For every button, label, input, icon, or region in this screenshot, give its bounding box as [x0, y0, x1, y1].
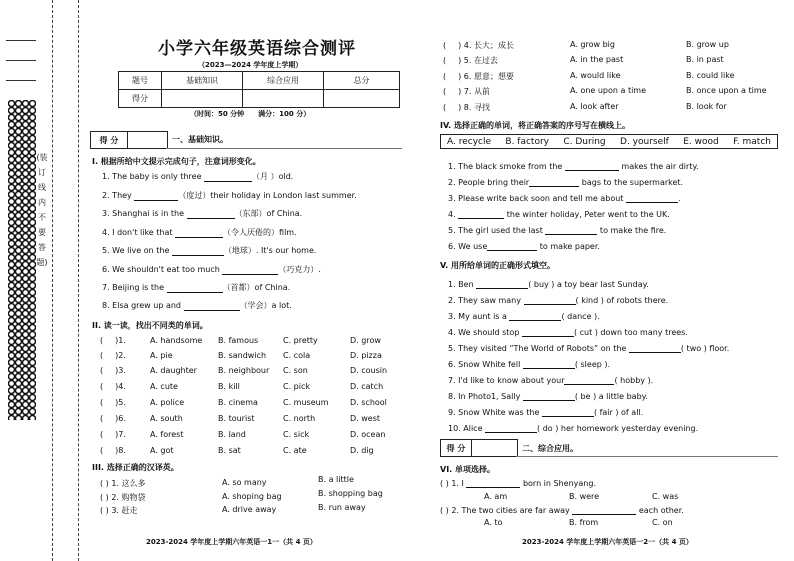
list-item: ( )3. [100, 366, 126, 375]
fill-item: 10. Alice ( do ) her homework yesterday evening. [448, 424, 699, 433]
option: A. pie [150, 351, 173, 360]
fill-item: 5. We live on the （地球）. It's our home. [102, 246, 317, 255]
answer-blank[interactable] [103, 446, 115, 455]
part2-title: 二、综合应用。 [522, 444, 578, 453]
fill-item: 1. The black smoke from the makes the air dirty. [448, 162, 699, 171]
page-footer: 2023-2024 学年度上学期六年英语一1一（共 4 页） [146, 538, 317, 546]
option: B. grow up [686, 40, 729, 49]
answer-blank[interactable] [509, 311, 561, 321]
answer-blank[interactable] [629, 343, 681, 353]
option: A. cute [150, 382, 178, 391]
fill-item: 3. Shanghai is in the （东部）of China. [102, 209, 303, 218]
answer-blank[interactable] [187, 209, 235, 219]
fill-item: 3. Please write back soon and tell me about . [448, 194, 681, 203]
option: B. sat [218, 446, 241, 455]
answer-blank[interactable] [524, 295, 576, 305]
fill-item: 4. We should stop ( cut ) down too many trees. [448, 328, 688, 337]
answer-blank[interactable] [134, 191, 178, 201]
answer-blank[interactable] [458, 209, 504, 219]
list-item: ( ) 1. 这么多 [100, 479, 146, 488]
list-item: ( )8. [100, 446, 126, 455]
fill-item: 6. We use to make paper. [448, 242, 600, 251]
option: C. was [652, 492, 679, 501]
score-box-blank[interactable] [128, 132, 167, 148]
answer-blank[interactable] [175, 228, 223, 238]
page-title: 小学六年级英语综合测评 [158, 39, 356, 59]
option: B. a little [318, 475, 354, 484]
score-cell: 基础知识 [162, 72, 243, 90]
binding-holes [8, 100, 36, 420]
score-box-label: 得 分 [91, 132, 128, 148]
answer-blank[interactable] [523, 391, 575, 401]
section-title: IV. 选择正确的单词，将正确答案的序号写在横线上。 [440, 121, 630, 130]
option: B. once upon a time [686, 86, 767, 95]
answer-blank[interactable] [103, 414, 115, 423]
fill-item: 8. In Photo1, Sally ( be ) a little baby. [448, 392, 648, 401]
option: C. pick [283, 382, 311, 391]
option: A. grow big [570, 40, 615, 49]
mc-question: ( ) 2. The two cities are far away each other. [440, 506, 684, 515]
list-item: ( ) 6. 愿意；想要 [443, 72, 514, 81]
option: A. forest [150, 430, 184, 439]
option: D. cousin [350, 366, 388, 375]
fill-item: 1. The baby is only three （月 ）old. [102, 172, 294, 181]
option: C. sick [283, 430, 310, 439]
option: D. grow [350, 336, 381, 345]
fill-item: 2. They （度过）their holiday in London last summer. [102, 191, 357, 200]
answer-blank[interactable] [565, 161, 619, 171]
fill-item: 6. We shouldn't eat too much （巧克力）. [102, 265, 321, 274]
option: A. south [150, 414, 183, 423]
option: B. famous [218, 336, 259, 345]
answer-blank[interactable] [564, 375, 614, 385]
fill-item: 2. People bring their bags to the supermarket. [448, 178, 684, 187]
score-box [440, 439, 518, 457]
answer-blank[interactable] [542, 407, 594, 417]
score-cell: 题号 [119, 72, 162, 90]
page-subtitle: （2023—2024 学年度上学期） [198, 61, 303, 69]
option: B. look for [686, 102, 727, 111]
word-option: D. yourself [620, 136, 669, 147]
option: A. shoping bag [222, 492, 282, 501]
word-option: A. recycle [447, 136, 492, 147]
list-item: ( ) 3. 赶走 [100, 506, 138, 515]
score-table [118, 71, 400, 108]
section-title: V. 用所给单词的正确形式填空。 [440, 261, 555, 270]
answer-blank[interactable] [522, 327, 574, 337]
option: C. cola [283, 351, 311, 360]
answer-blank[interactable] [103, 366, 115, 375]
mc-question: ( ) 1. I born in Shenyang. [440, 479, 596, 488]
option: B. land [218, 430, 246, 439]
option: B. kill [218, 382, 240, 391]
margin-line [6, 60, 36, 61]
score-box [90, 131, 168, 149]
dashed-binding-line [78, 0, 79, 561]
answer-blank[interactable] [204, 172, 252, 182]
option: A. handsome [150, 336, 203, 345]
fill-item: 4. the winter holiday, Peter went to the UK. [448, 210, 670, 219]
fill-item: 3. My aunt is a ( dance ). [448, 312, 600, 321]
score-cell[interactable] [243, 90, 324, 108]
option: D. pizza [350, 351, 382, 360]
score-cell[interactable] [324, 90, 400, 108]
list-item: ( ) 5. 在过去 [443, 56, 498, 65]
fill-item: 5. They visited “The World of Robots” on the ( two ) floor. [448, 344, 730, 353]
answer-blank[interactable] [626, 193, 678, 203]
score-box-label: 得 分 [441, 440, 472, 456]
answer-blank[interactable] [572, 505, 636, 515]
fill-item: 5. The girl used the last to make the fire. [448, 226, 667, 235]
list-item: ( )2. [100, 351, 126, 360]
score-cell: 得分 [119, 90, 162, 108]
option: B. from [569, 518, 599, 527]
answer-blank[interactable] [476, 279, 528, 289]
option: A. would like [570, 71, 621, 80]
fill-item: 7. Beijing is the （首都）of China. [102, 283, 291, 292]
option: A. look after [570, 102, 619, 111]
answer-blank[interactable] [545, 225, 597, 235]
option: A. drive away [222, 505, 277, 514]
list-item: ( ) 7. 从前 [443, 87, 490, 96]
word-bank [440, 134, 778, 149]
divider [166, 148, 402, 149]
option: A. police [150, 398, 185, 407]
time-info: （时间：50 分钟 满分：100 分） [190, 110, 311, 118]
option: B. were [569, 492, 600, 501]
list-item: ( ) 8. 寻找 [443, 103, 490, 112]
binding-notice: (装 订 线 内 不 要 答 题) [36, 153, 48, 267]
option: C. son [283, 366, 308, 375]
option: A. got [150, 446, 174, 455]
option: D. west [350, 414, 381, 423]
answer-blank[interactable] [446, 42, 458, 51]
answer-blank[interactable] [466, 478, 520, 488]
list-item: ( ) 4. 长大；成长 [443, 41, 514, 50]
fill-item: 8. Elsa grew up and （学会）a lot. [102, 301, 292, 310]
option: D. catch [350, 382, 384, 391]
answer-blank[interactable] [523, 359, 575, 369]
option: D. ocean [350, 430, 386, 439]
list-item: ( )7. [100, 430, 126, 439]
answer-blank[interactable] [184, 301, 240, 311]
option: C. museum [283, 398, 329, 407]
answer-blank[interactable] [446, 88, 458, 97]
option: B. shopping bag [318, 489, 383, 498]
fill-item: 4. I don't like that （令人厌倦的）film. [102, 228, 297, 237]
option: B. neighbour [218, 366, 270, 375]
answer-blank[interactable] [103, 398, 115, 407]
word-option: F. match [733, 136, 771, 147]
answer-blank[interactable] [167, 283, 223, 293]
fill-item: 2. They saw many ( kind ) of robots there. [448, 296, 669, 305]
list-item: ( ) 2. 购物袋 [100, 493, 146, 502]
divider [516, 456, 778, 457]
answer-blank[interactable] [222, 265, 278, 275]
fill-item: 6. Snow White fell ( sleep ). [448, 360, 611, 369]
margin-line [6, 80, 36, 81]
option: A. one upon a time [570, 86, 647, 95]
option: A. so many [222, 478, 267, 487]
list-item: ( )1. [100, 336, 126, 345]
option: B. cinema [218, 398, 258, 407]
option: A. in the past [570, 55, 624, 64]
word-option: B. factory [505, 136, 549, 147]
answer-blank[interactable] [103, 382, 115, 391]
option: C. pretty [283, 336, 318, 345]
option: C. north [283, 414, 316, 423]
section-title: VI. 单项选择。 [440, 465, 495, 474]
answer-blank[interactable] [172, 246, 224, 256]
option: B. could like [686, 71, 735, 80]
section-title: III. 选择正确的汉译英。 [92, 463, 179, 472]
option: C. ate [283, 446, 307, 455]
word-option: C. During [563, 136, 606, 147]
option: B. in past [686, 55, 724, 64]
option: B. sandwich [218, 351, 267, 360]
option: D. school [350, 398, 387, 407]
option: C. on [652, 518, 673, 527]
answer-blank[interactable] [446, 73, 458, 82]
score-cell[interactable] [162, 90, 243, 108]
page-footer: 2023-2024 学年度上学期六年英语一2一（共 4 页） [522, 538, 693, 546]
answer-blank[interactable] [529, 177, 579, 187]
answer-blank[interactable] [103, 351, 115, 360]
word-option: E. wood [683, 136, 719, 147]
margin-line [6, 40, 36, 41]
section-title: I. 根据所给中文提示完成句子，注意词形变化。 [92, 157, 261, 166]
fill-item: 9. Snow White was the ( fair ) of all. [448, 408, 644, 417]
answer-blank[interactable] [103, 430, 115, 439]
list-item: ( )6. [100, 414, 126, 423]
option: A. to [484, 518, 503, 527]
option: D. dig [350, 446, 374, 455]
option: B. tourist [218, 414, 255, 423]
binding-margin [0, 0, 88, 561]
option: A. am [484, 492, 508, 501]
part1-title: 一、基础知识。 [172, 135, 228, 144]
fill-item: 7. I'd like to know about your ( hobby ). [448, 376, 654, 385]
answer-blank[interactable] [487, 241, 537, 251]
answer-blank[interactable] [446, 57, 458, 66]
odd-one-out-list [100, 336, 400, 466]
score-cell: 总分 [324, 72, 400, 90]
score-box-blank[interactable] [472, 440, 517, 456]
answer-blank[interactable] [103, 336, 115, 345]
score-cell: 综合应用 [243, 72, 324, 90]
section-title: II. 读一读，找出不同类的单词。 [92, 321, 208, 330]
list-item: ( )4. [100, 382, 126, 391]
option: A. daughter [150, 366, 197, 375]
answer-blank[interactable] [446, 104, 458, 113]
option: B. run away [318, 503, 366, 512]
answer-blank[interactable] [485, 423, 537, 433]
translation-list [443, 40, 783, 120]
list-item: ( )5. [100, 398, 126, 407]
fill-item: 1. Ben ( buy ) a toy bear last Sunday. [448, 280, 649, 289]
dashed-binding-line [52, 0, 53, 561]
